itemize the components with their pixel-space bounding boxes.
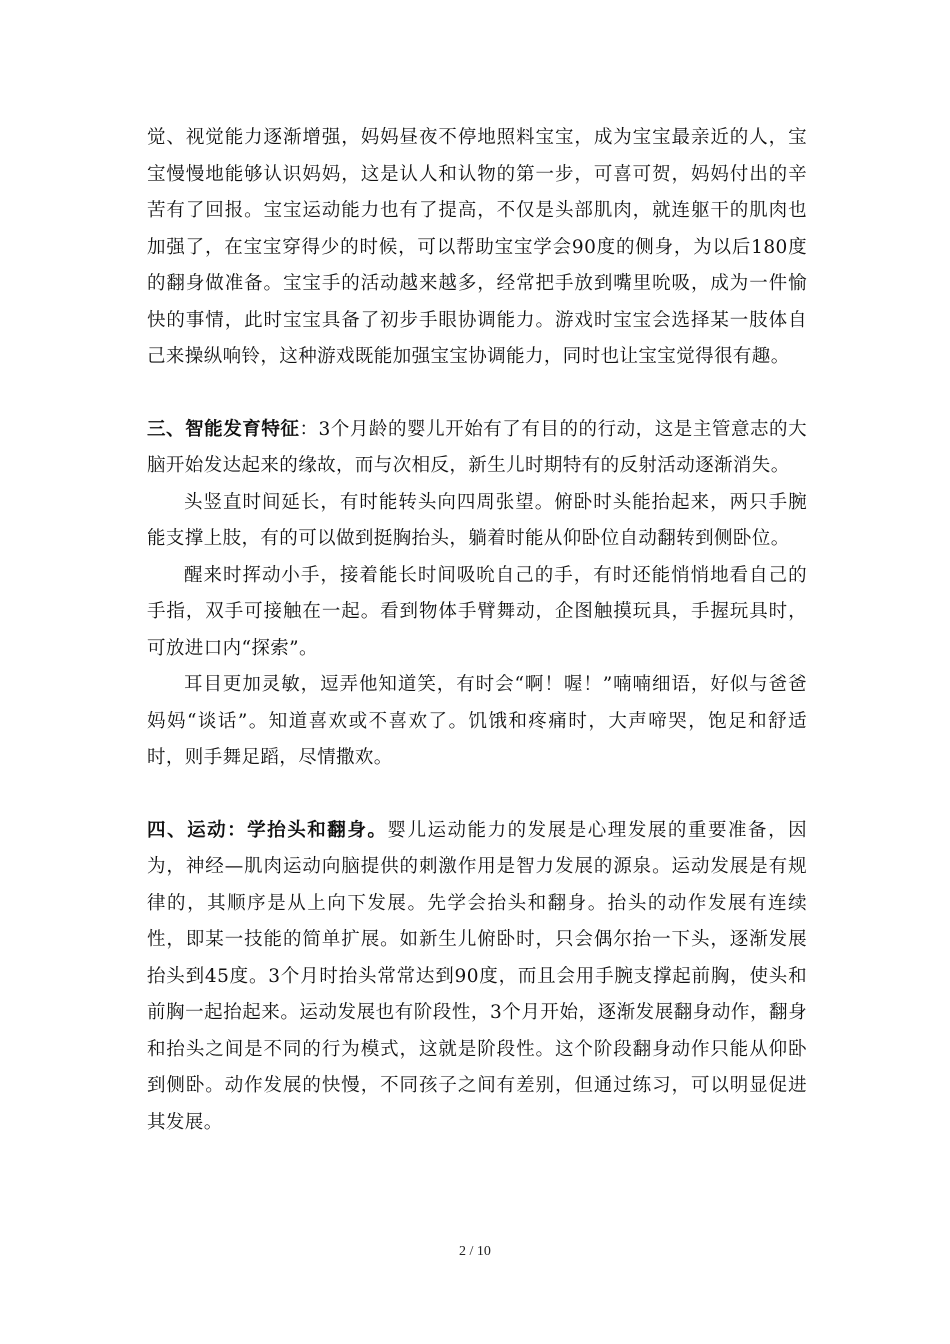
section-3-intro-text: ：3个月龄的婴儿开始有了有目的的行动，这是主管意志的大脑开始发达起来的缘故，而与次相反，新生儿时期特有的反射活动逐渐消失。 bbox=[147, 418, 808, 476]
document-body bbox=[147, 120, 807, 1141]
paragraph-gap bbox=[147, 777, 807, 813]
section-3-intro bbox=[147, 412, 807, 485]
page-number: 2 / 10 bbox=[459, 1244, 491, 1259]
section-4-text: 婴儿运动能力的发展是心理发展的重要准备，因为，神经—肌肉运动向脑提供的刺激作用是智力发展的源泉。运动发展是有规律的，其顺序是从上向下发展。先学会抬头和翻身。抬头的动作发展有连续性，即某一技能的简单扩展。如新生儿俯卧时，只会偶尔抬一下头，逐渐发展抬头到45度。3个月时抬头常常达到90度，而且会用手腕支撑起前胸，使头和前胸一起抬起来。运动发展也有阶段性，3个月开始，逐渐发展翻身动作，翻身和抬头之间是不同的行为模式，这就是阶段性。这个阶段翻身动作只能从仰卧到侧卧。动作发展的快慢，不同孩子之间有差别，但通过练习，可以明显促进其发展。 bbox=[147, 819, 807, 1133]
paragraph-gap bbox=[147, 376, 807, 412]
section-4-intro bbox=[147, 813, 807, 1142]
section-3-heading: 三、智能发育特征 bbox=[147, 418, 300, 440]
section-4-heading: 四、运动：学抬头和翻身。 bbox=[147, 819, 388, 841]
section-3-paragraph-head-control: 头竖直时间延长，有时能转头向四周张望。俯卧时头能抬起来，两只手腕能支撑上肢，有的可以做到挺胸抬头，躺着时能从仰卧位自动翻转到侧卧位。 bbox=[147, 491, 807, 549]
paragraph-continued: 觉、视觉能力逐渐增强，妈妈昼夜不停地照料宝宝，成为宝宝最亲近的人，宝宝慢慢地能够认识妈妈，这是认人和认物的第一步，可喜可贺，妈妈付出的辛苦有了回报。宝宝运动能力也有了提高，不仅是头部肌肉，就连躯干的肌肉也加强了，在宝宝穿得少的时候，可以帮助宝宝学会90度的侧身，为以后180度的翻身做准备。宝宝手的活动越来越多，经常把手放到嘴里吮吸，成为一件愉快的事情，此时宝宝具备了初步手眼协调能力。游戏时宝宝会选择某一肢体自己来操纵响铃，这种游戏既能加强宝宝协调能力，同时也让宝宝觉得很有趣。 bbox=[147, 127, 807, 367]
section-3-paragraph-hands: 醒来时挥动小手，接着能长时间吸吮自己的手，有时还能悄悄地看自己的手指，双手可接触在一起。看到物体手臂舞动，企图触摸玩具，手握玩具时，可放进口内“探索”。 bbox=[147, 564, 807, 659]
section-3-paragraph-senses: 耳目更加灵敏，逗弄他知道笑，有时会“啊！喔！”喃喃细语，好似与爸爸妈妈“谈话”。知道喜欢或不喜欢了。饥饿和疼痛时，大声啼哭，饱足和舒适时，则手舞足蹈，尽情撒欢。 bbox=[147, 674, 807, 768]
